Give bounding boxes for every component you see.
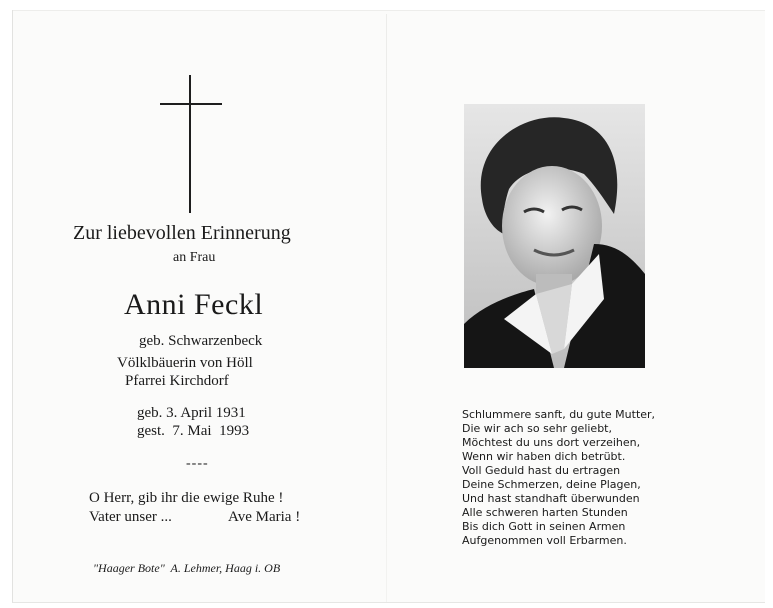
maiden-name: geb. Schwarzenbeck bbox=[139, 333, 263, 349]
poem-line: Und hast standhaft überwunden bbox=[462, 492, 640, 505]
poem-line: Voll Geduld hast du ertragen bbox=[462, 464, 621, 477]
salutation: an Frau bbox=[173, 250, 216, 265]
deceased-name: Anni Feckl bbox=[124, 288, 264, 321]
birth-date: geb. 3. April 1931 bbox=[137, 405, 246, 421]
portrait-photo bbox=[464, 104, 645, 368]
poem-line: Alle schweren harten Stunden bbox=[462, 506, 628, 519]
farm-title: Völklbäuerin von Höll bbox=[117, 355, 253, 371]
printer-imprint: "Haager Bote" A. Lehmer, Haag i. OB bbox=[93, 561, 281, 575]
latin-cross-icon bbox=[160, 75, 222, 213]
card-fold-line bbox=[386, 14, 387, 602]
separator: ---- bbox=[186, 456, 209, 471]
poem-line: Wenn wir haben dich betrübt. bbox=[462, 450, 626, 463]
memorial-heading: Zur liebevollen Erinnerung bbox=[73, 222, 291, 244]
poem-line: Bis dich Gott in seinen Armen bbox=[462, 520, 626, 533]
prayer-line-2-left: Vater unser ... bbox=[89, 509, 172, 525]
prayer-line-1: O Herr, gib ihr die ewige Ruhe ! bbox=[89, 490, 284, 506]
poem-line: Die wir ach so sehr geliebt, bbox=[462, 422, 612, 435]
parish: Pfarrei Kirchdorf bbox=[125, 373, 229, 389]
poem-line: Möchtest du uns dort verzeihen, bbox=[462, 436, 641, 449]
memorial-poem bbox=[462, 408, 655, 548]
poem-line: Schlummere sanft, du gute Mutter, bbox=[462, 408, 656, 421]
death-date: gest. 7. Mai 1993 bbox=[137, 423, 250, 439]
prayer-line-2-right: Ave Maria ! bbox=[228, 509, 301, 525]
poem-line: Deine Schmerzen, deine Plagen, bbox=[462, 478, 641, 491]
poem-line: Aufgenommen voll Erbarmen. bbox=[462, 534, 627, 547]
